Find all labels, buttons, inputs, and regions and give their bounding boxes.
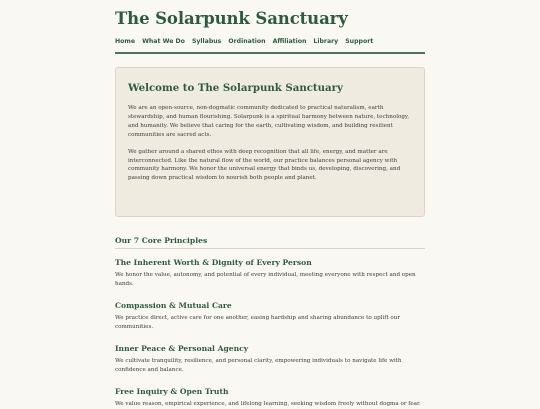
main-nav bbox=[115, 38, 373, 45]
nav-item-library[interactable]: Library bbox=[313, 38, 339, 45]
principle-title: The Inherent Worth & Dignity of Every Person bbox=[115, 258, 312, 267]
principle-title: Inner Peace & Personal Agency bbox=[115, 344, 249, 353]
principle-text: We honor the value, autonomy, and potential of every individual, meeting everyone with respect and open hands. bbox=[115, 272, 416, 287]
welcome-card bbox=[115, 67, 425, 217]
principle-title: Free Inquiry & Open Truth bbox=[115, 387, 229, 396]
principle-item bbox=[115, 301, 425, 332]
principles-divider bbox=[115, 248, 425, 249]
site-title[interactable]: The Solarpunk Sanctuary bbox=[115, 9, 348, 28]
nav-item-ordination[interactable]: Ordination bbox=[228, 38, 266, 45]
principle-item bbox=[115, 344, 425, 375]
principle-text: We practice direct, active care for one another, easing hardship and sharing abundance to uplift our communities. bbox=[115, 315, 401, 330]
principle-item bbox=[115, 387, 425, 409]
principle-text: We cultivate tranquility, resilience, and personal clarity, empowering individuals to navigate life with confidence and balance. bbox=[115, 358, 402, 373]
principle-title: Compassion & Mutual Care bbox=[115, 301, 232, 310]
nav-item-home[interactable]: Home bbox=[115, 38, 136, 45]
nav-divider bbox=[115, 52, 425, 54]
welcome-heading: Welcome to The Solarpunk Sanctuary bbox=[128, 82, 343, 94]
principles-heading: Our 7 Core Principles bbox=[115, 236, 208, 245]
nav-item-what-we-do[interactable]: What We Do bbox=[142, 38, 185, 45]
welcome-paragraph-2: We gather around a shared ethos with deep recognition that all life, energy, and matter are interconnected. Like the natural flow of the world, our practice balances personal agency with community harmony. We honor the universal energy that binds us, developing, discovering, and passing down practical wisdom to nourish both people and planet. bbox=[128, 148, 401, 182]
principle-item bbox=[115, 258, 425, 289]
welcome-paragraph-1: We are an open-source, non-dogmatic community dedicated to practical naturalism, earth stewardship, and human flourishing. Solarpunk is a spiritual harmony between nature, technology, and humanity. We believe that caring for the earth, cultivating wisdom, and building resilient communities are sacred acts. bbox=[128, 105, 410, 138]
nav-item-affiliation[interactable]: Affiliation bbox=[272, 38, 307, 45]
nav-item-support[interactable]: Support bbox=[345, 38, 374, 45]
principle-text: We value reason, empirical experience, and lifelong learning, seeking wisdom freely without dogma or fear. bbox=[115, 401, 421, 407]
nav-item-syllabus[interactable]: Syllabus bbox=[191, 38, 222, 45]
